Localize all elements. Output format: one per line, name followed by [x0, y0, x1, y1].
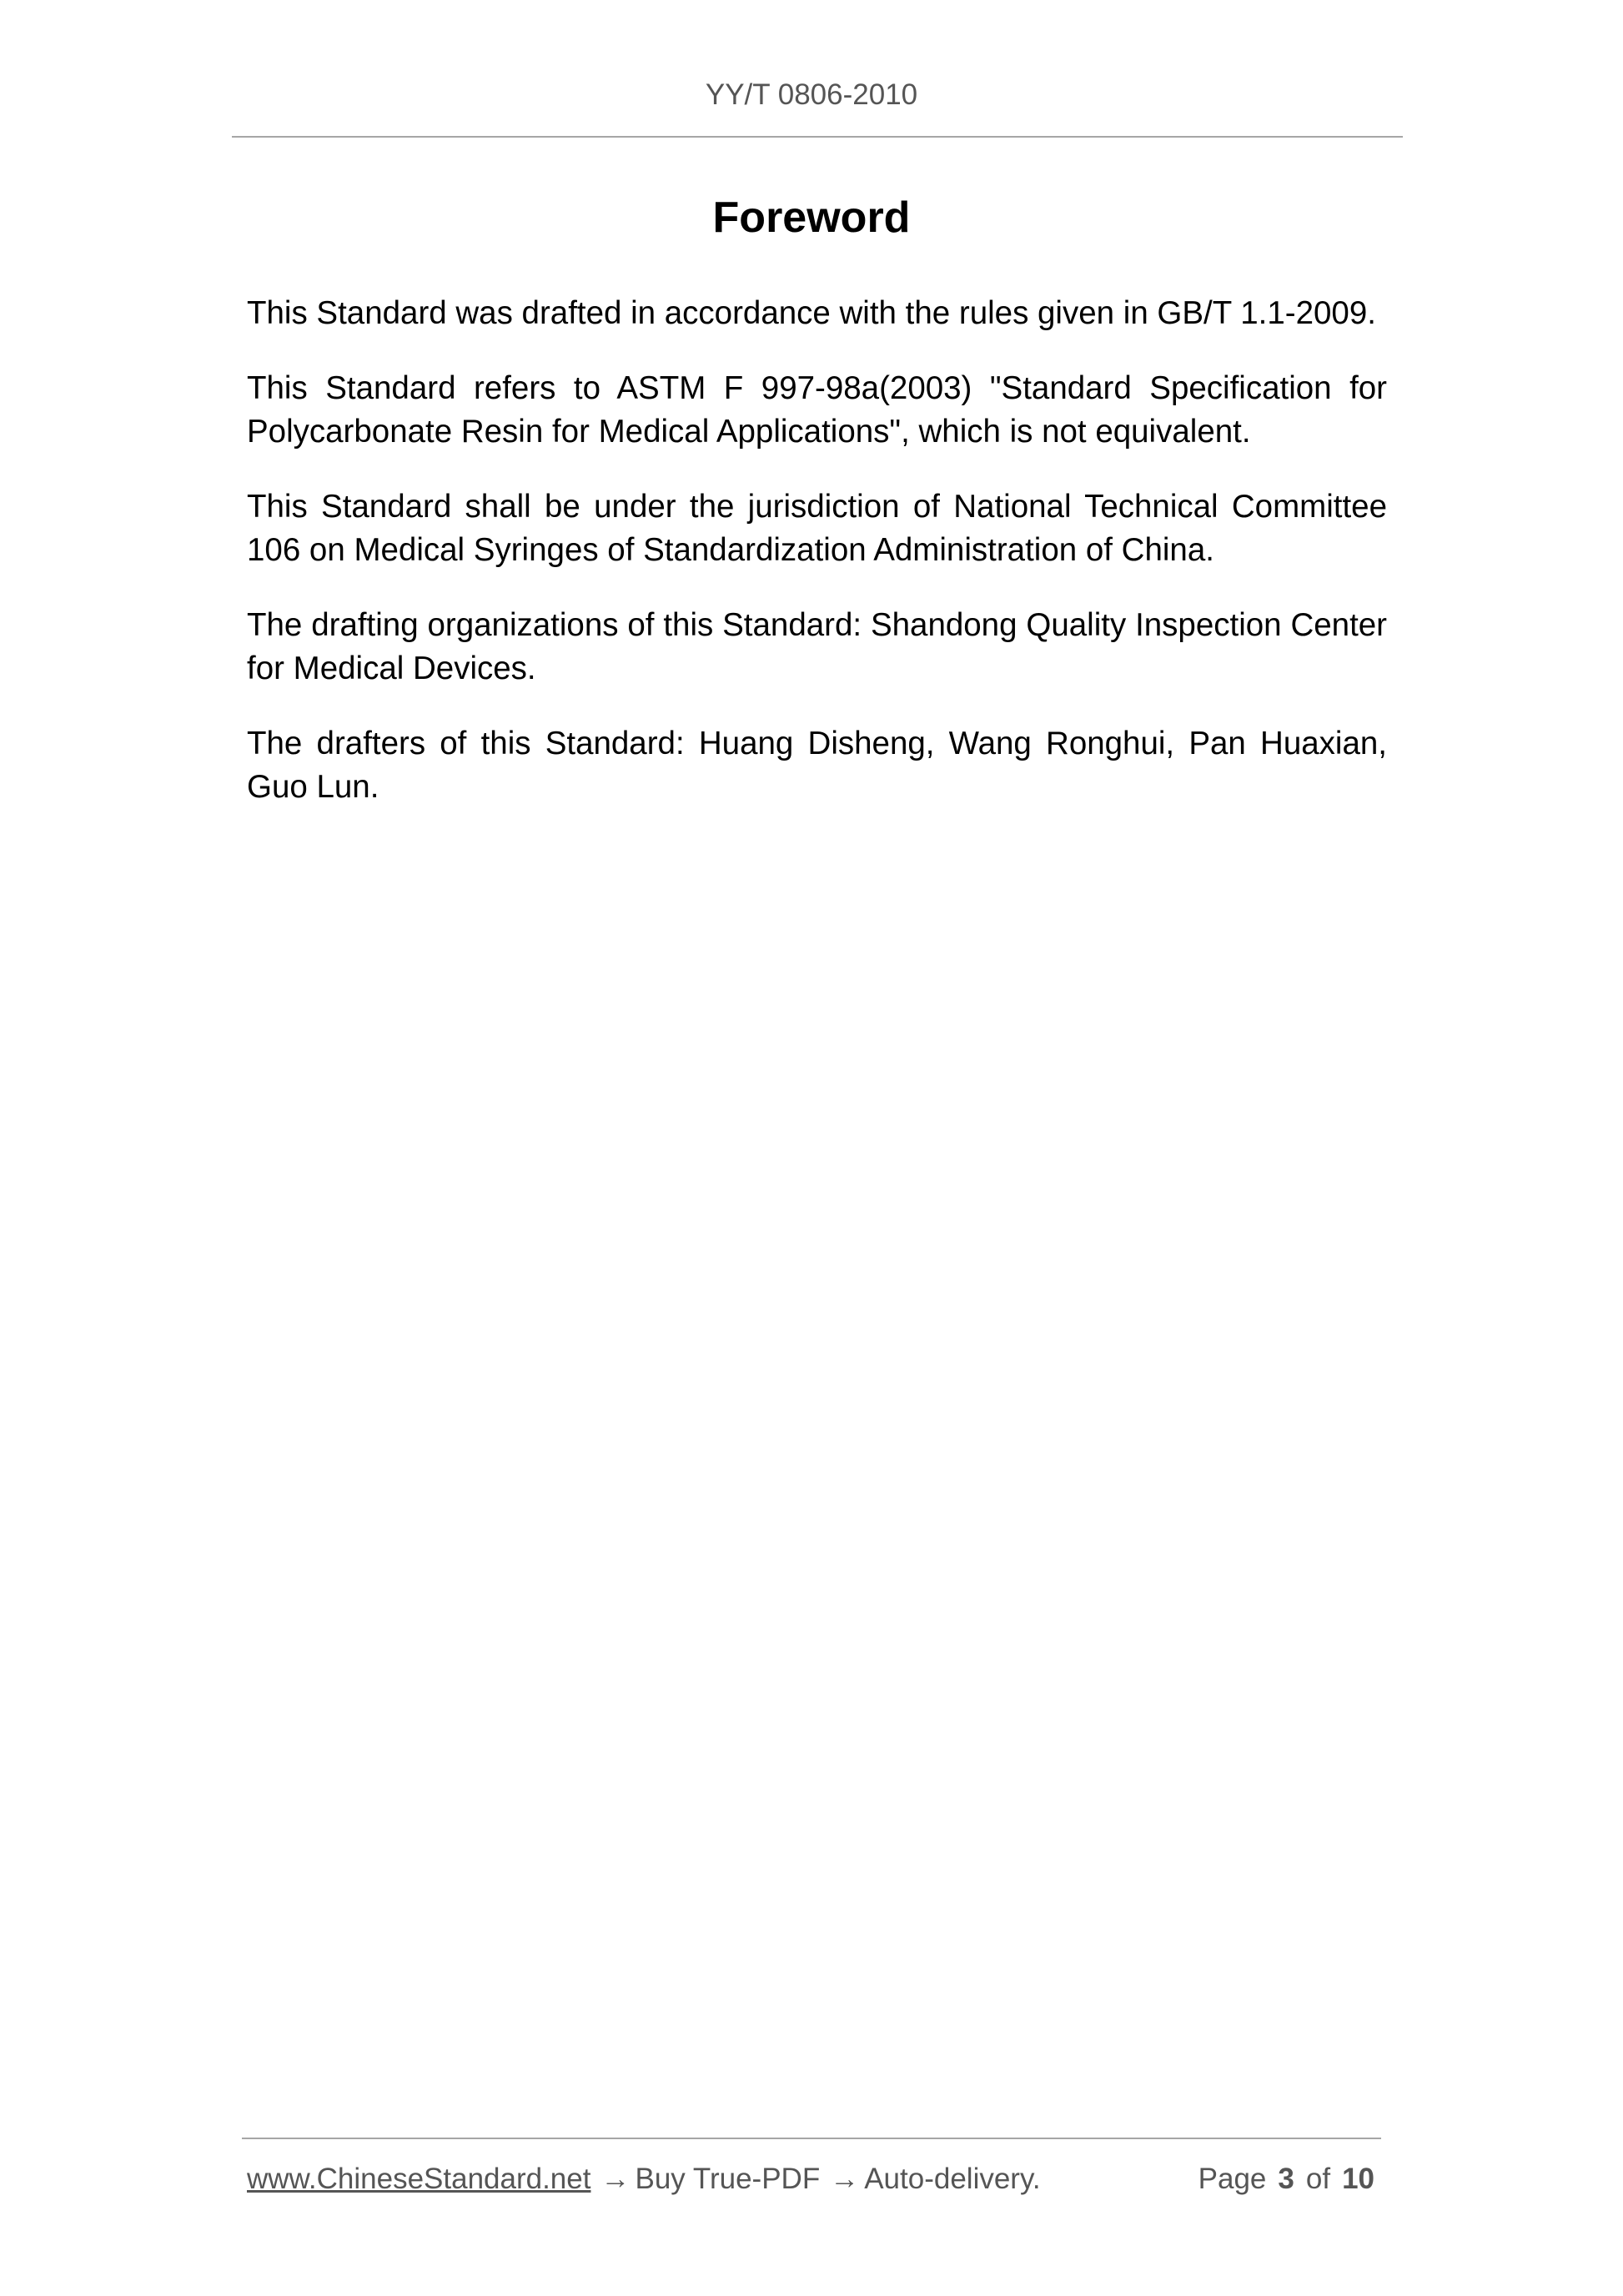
footer-divider	[242, 2138, 1381, 2139]
header-divider	[232, 136, 1403, 138]
footer-step-delivery: Auto-delivery.	[864, 2163, 1041, 2195]
footer-step-buy: Buy True-PDF	[635, 2163, 821, 2195]
document-number-header: YY/T 0806-2010	[705, 78, 918, 111]
arrow-right-icon: →	[600, 2163, 631, 2195]
website-link[interactable]: www.ChineseStandard.net	[247, 2163, 591, 2195]
paragraph-drafters: The drafters of this Standard: Huang Disheng, Wang Ronghui, Pan Huaxian, Guo Lun.	[247, 726, 1387, 805]
paragraph-drafting-organizations: The drafting organizations of this Standard: Shandong Quality Inspection Center for Medical Devices.	[247, 607, 1387, 686]
paragraph-drafting-rules: This Standard was drafted in accordance with the rules given in GB/T 1.1-2009.	[247, 295, 1376, 331]
of-label: of	[1305, 2163, 1331, 2195]
paragraph-astm-reference: This Standard refers to ASTM F 997-98a(2003) "Standard Specification for Polycarbonate Resin for Medical Applications", which is not equivalent.	[247, 370, 1387, 450]
paragraph-jurisdiction: This Standard shall be under the jurisdiction of National Technical Committee 106 on Medical Syringes of Standardization Administration of China.	[247, 489, 1387, 568]
total-pages-number: 10	[1342, 2163, 1374, 2195]
page-indicator	[1198, 2158, 1374, 2200]
current-page-number: 3	[1278, 2163, 1294, 2195]
footer-purchase-info	[247, 2158, 1041, 2200]
page-footer	[247, 2158, 1374, 2200]
page-label: Page	[1198, 2163, 1267, 2195]
page-title: Foreword	[712, 193, 911, 242]
foreword-body	[247, 292, 1387, 841]
arrow-right-icon: →	[830, 2163, 860, 2195]
